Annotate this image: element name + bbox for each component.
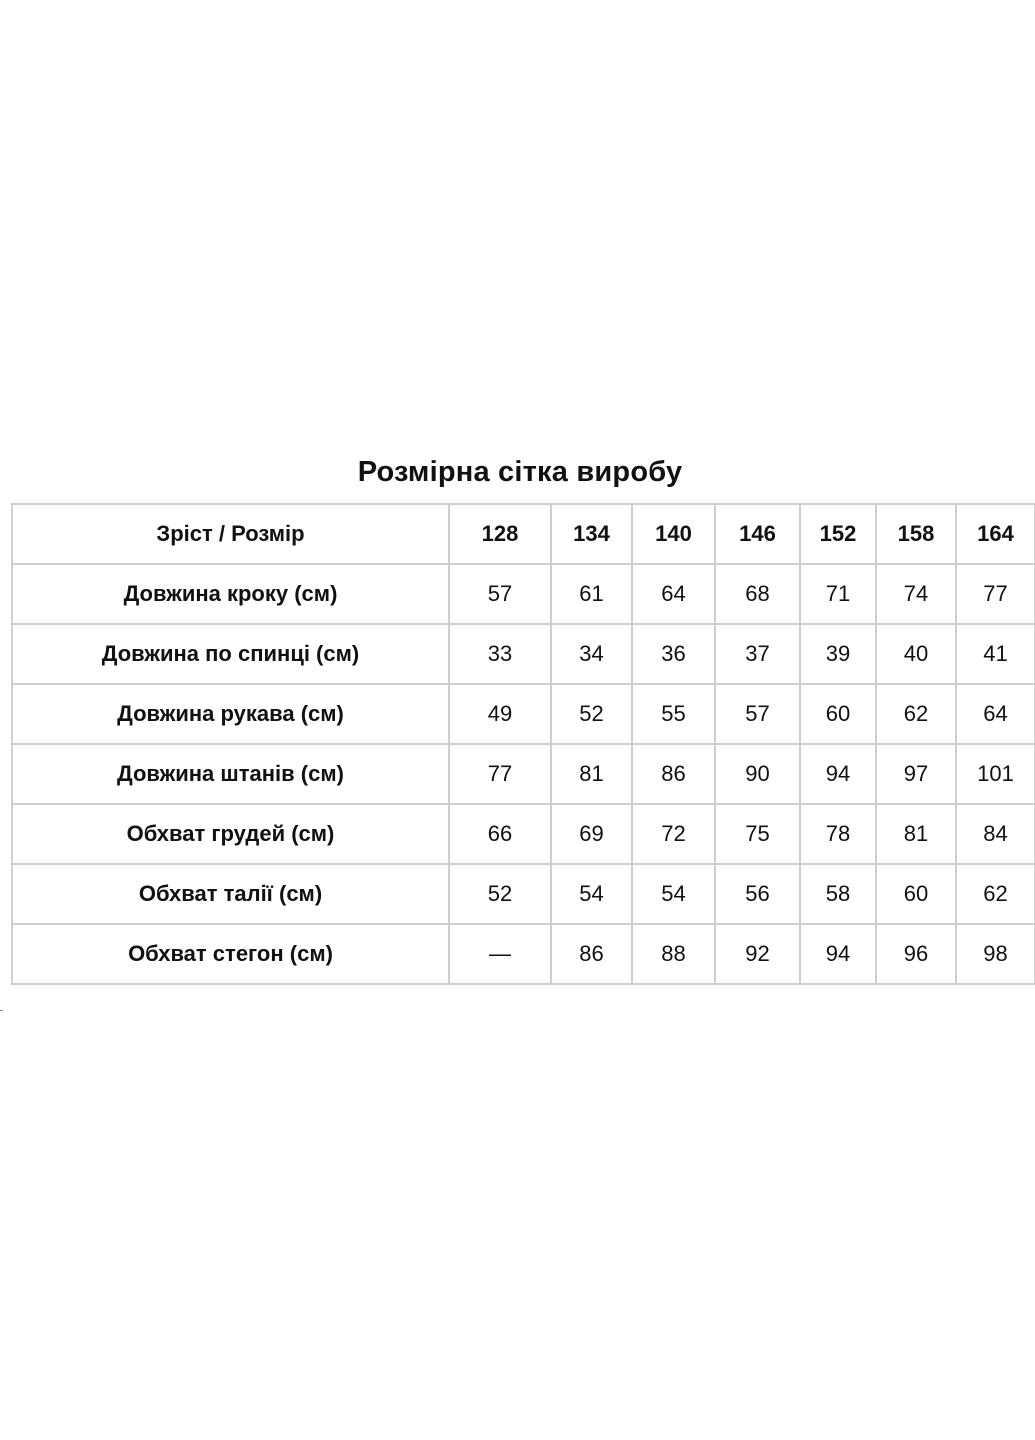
value-cell: 77 xyxy=(956,564,1035,624)
row-label-cell: Довжина рукава (см) xyxy=(12,684,449,744)
value-cell: 60 xyxy=(876,864,956,924)
value-cell: 61 xyxy=(551,564,632,624)
value-cell: 81 xyxy=(876,804,956,864)
value-cell: 56 xyxy=(715,864,800,924)
size-header-cell: 158 xyxy=(876,504,956,564)
value-cell: 34 xyxy=(551,624,632,684)
value-cell: 57 xyxy=(449,564,551,624)
value-cell: 84 xyxy=(956,804,1035,864)
value-cell: 75 xyxy=(715,804,800,864)
value-cell: 54 xyxy=(632,864,715,924)
size-header-cell: 140 xyxy=(632,504,715,564)
value-cell: — xyxy=(449,924,551,984)
size-header-cell: 128 xyxy=(449,504,551,564)
edge-tick-mark xyxy=(0,1010,3,1011)
value-cell: 98 xyxy=(956,924,1035,984)
size-header-cell: 146 xyxy=(715,504,800,564)
value-cell: 33 xyxy=(449,624,551,684)
value-cell: 88 xyxy=(632,924,715,984)
row-label-cell: Довжина штанів (см) xyxy=(12,744,449,804)
value-cell: 71 xyxy=(800,564,876,624)
value-cell: 57 xyxy=(715,684,800,744)
size-header-cell: 164 xyxy=(956,504,1035,564)
value-cell: 66 xyxy=(449,804,551,864)
value-cell: 52 xyxy=(551,684,632,744)
value-cell: 69 xyxy=(551,804,632,864)
row-label-cell: Обхват талії (см) xyxy=(12,864,449,924)
value-cell: 94 xyxy=(800,924,876,984)
value-cell: 55 xyxy=(632,684,715,744)
value-cell: 68 xyxy=(715,564,800,624)
size-chart-table xyxy=(11,503,1035,985)
value-cell: 64 xyxy=(956,684,1035,744)
value-cell: 74 xyxy=(876,564,956,624)
page-title: Розмірна сітка виробу xyxy=(357,456,683,488)
value-cell: 62 xyxy=(956,864,1035,924)
table-row xyxy=(12,624,1035,684)
value-cell: 37 xyxy=(715,624,800,684)
table-header-row xyxy=(12,504,1035,564)
value-cell: 97 xyxy=(876,744,956,804)
value-cell: 72 xyxy=(632,804,715,864)
row-label-cell: Довжина по спинці (см) xyxy=(12,624,449,684)
value-cell: 90 xyxy=(715,744,800,804)
value-cell: 39 xyxy=(800,624,876,684)
table-row xyxy=(12,804,1035,864)
value-cell: 60 xyxy=(800,684,876,744)
size-header-cell: 134 xyxy=(551,504,632,564)
value-cell: 64 xyxy=(632,564,715,624)
value-cell: 86 xyxy=(551,924,632,984)
value-cell: 96 xyxy=(876,924,956,984)
table-row xyxy=(12,924,1035,984)
value-cell: 41 xyxy=(956,624,1035,684)
value-cell: 40 xyxy=(876,624,956,684)
table-row xyxy=(12,684,1035,744)
size-header-cell: 152 xyxy=(800,504,876,564)
value-cell: 77 xyxy=(449,744,551,804)
value-cell: 92 xyxy=(715,924,800,984)
value-cell: 62 xyxy=(876,684,956,744)
table-row xyxy=(12,864,1035,924)
value-cell: 101 xyxy=(956,744,1035,804)
value-cell: 78 xyxy=(800,804,876,864)
table-row xyxy=(12,564,1035,624)
row-label-cell: Обхват грудей (см) xyxy=(12,804,449,864)
header-label-cell: Зріст / Розмір xyxy=(12,504,449,564)
value-cell: 94 xyxy=(800,744,876,804)
value-cell: 86 xyxy=(632,744,715,804)
table-row xyxy=(12,744,1035,804)
value-cell: 54 xyxy=(551,864,632,924)
value-cell: 81 xyxy=(551,744,632,804)
row-label-cell: Довжина кроку (см) xyxy=(12,564,449,624)
value-cell: 58 xyxy=(800,864,876,924)
row-label-cell: Обхват стегон (см) xyxy=(12,924,449,984)
value-cell: 52 xyxy=(449,864,551,924)
value-cell: 49 xyxy=(449,684,551,744)
value-cell: 36 xyxy=(632,624,715,684)
